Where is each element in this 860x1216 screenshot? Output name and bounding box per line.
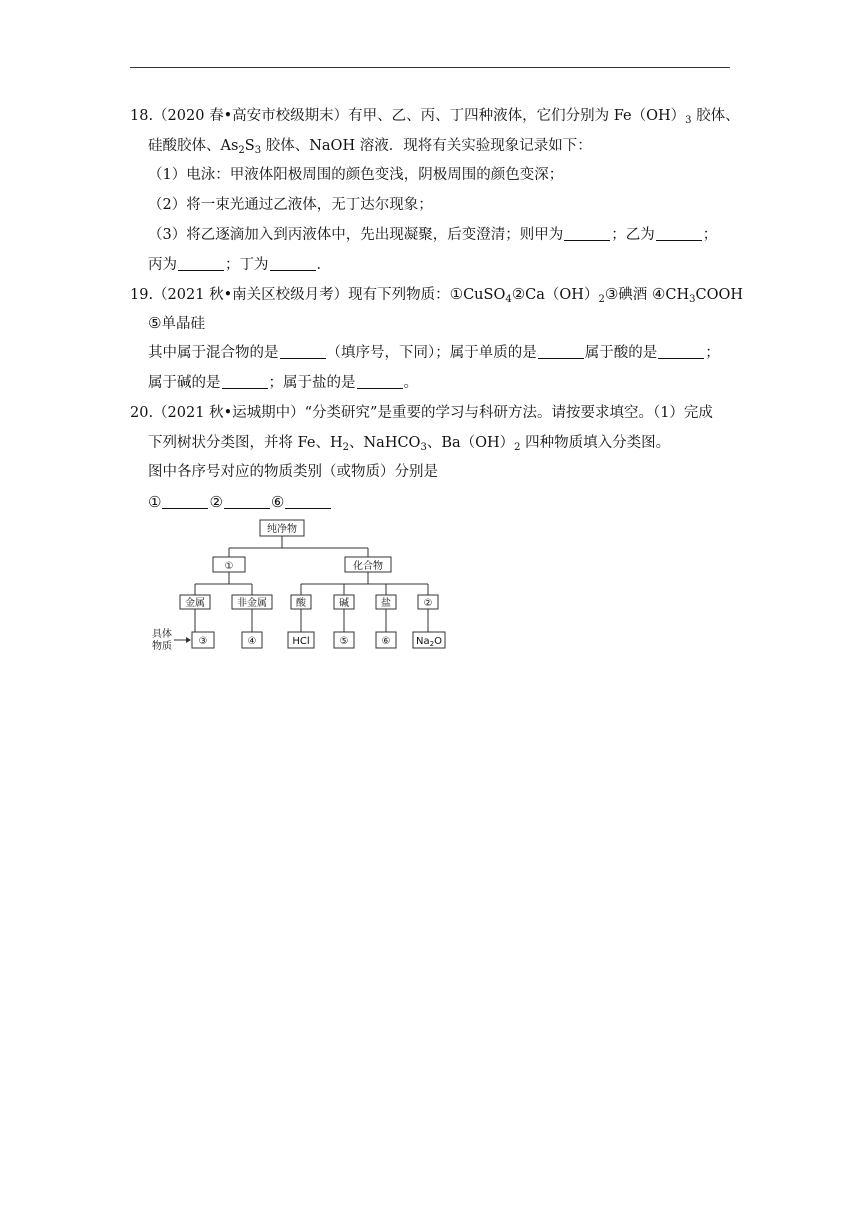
connector-compound	[301, 572, 428, 595]
q19-line4: 属于碱的是 ；属于盐的是 。	[148, 375, 418, 391]
leaf-n6: ⑥	[381, 636, 391, 647]
q20-line1: 20.（2021 秋•运城期中）“分类研究”是重要的学习与科研方法。请按要求填空。（1）完成	[130, 405, 713, 421]
answer-blank[interactable]	[224, 494, 270, 509]
q18-line2: 硅酸胶体、$As_2S_3$ 胶体、NaOH 溶液．现将有关实验现象记录如下：	[148, 138, 592, 156]
q19-line3: 其中属于混合物的是 （填序号，下同）；属于单质的是 属于酸的是 ；	[148, 345, 720, 361]
leaf-na2o: $Na_2O$	[416, 636, 442, 648]
answer-blank[interactable]	[658, 344, 704, 359]
leaf-hcl: HCl	[292, 636, 310, 647]
node-root: 纯净物	[267, 524, 297, 535]
node-compound: 化合物	[353, 561, 383, 572]
answer-blank[interactable]	[357, 374, 403, 389]
node-metal: 金属	[185, 598, 205, 609]
leaf-n4: ④	[247, 636, 257, 647]
connector-root	[229, 536, 368, 558]
q20-line4: ① ② ⑥	[148, 492, 332, 513]
answer-blank[interactable]	[222, 374, 268, 389]
leaf-n3: ③	[198, 636, 208, 647]
q20-line2: 下列树状分类图，并将 Fe、$H_2$、NaHCO$_3$、$Ba(OH)_2$ 四种物质填入分类图。	[148, 435, 671, 453]
q20-line3: 图中各序号对应的物质类别（或物质）分别是	[148, 464, 438, 480]
node-n2: ②	[423, 598, 433, 609]
connector-single	[195, 572, 252, 595]
specific-substance-label-2: 物质	[152, 641, 172, 652]
specific-substance-label-1: 具体	[152, 629, 172, 640]
answer-blank[interactable]	[285, 494, 331, 509]
q19-line1: 19.（2021 秋•南关区校级月考）现有下列物质：$①CuSO_4②Ca(OH)_2③$碘酒 $④CH_3COOH$	[130, 285, 743, 305]
q18-item1: （1）电泳：甲液体阳极周围的颜色变浅，阴极周围的颜色变深；	[148, 167, 564, 183]
answer-blank[interactable]	[656, 226, 702, 241]
node-n1: ①	[224, 561, 234, 572]
node-base: 碱	[339, 598, 349, 609]
classification-tree-diagram	[148, 514, 448, 664]
leaf-n5: ⑤	[339, 636, 349, 647]
connector-leaves	[195, 609, 428, 632]
answer-blank[interactable]	[538, 344, 584, 359]
node-acid: 酸	[296, 598, 306, 609]
q18-line6: 丙为 ；丁为 ．	[148, 257, 331, 273]
answer-blank[interactable]	[280, 344, 326, 359]
q18-line1: 18.（2020 春•高安市校级期末）有甲、乙、丙、丁四种液体，它们分别为 $Fe(OH)_3$ 胶体、	[130, 108, 740, 126]
arrow-head-icon	[186, 637, 191, 643]
node-salt: 盐	[381, 598, 391, 609]
q19-line2: ⑤单晶硅	[148, 314, 205, 332]
answer-blank[interactable]	[564, 226, 610, 241]
q18-item3: （3）将乙逐滴加入到丙液体中，先出现凝聚，后变澄清；则甲为 ；乙为 ；	[148, 227, 718, 243]
answer-blank[interactable]	[162, 494, 208, 509]
q18-item2: （2）将一束光通过乙液体，无丁达尔现象；	[148, 197, 433, 213]
answer-blank[interactable]	[178, 256, 224, 271]
header-rule	[130, 67, 730, 68]
node-nonmetal: 非金属	[237, 598, 267, 609]
answer-blank[interactable]	[270, 256, 316, 271]
